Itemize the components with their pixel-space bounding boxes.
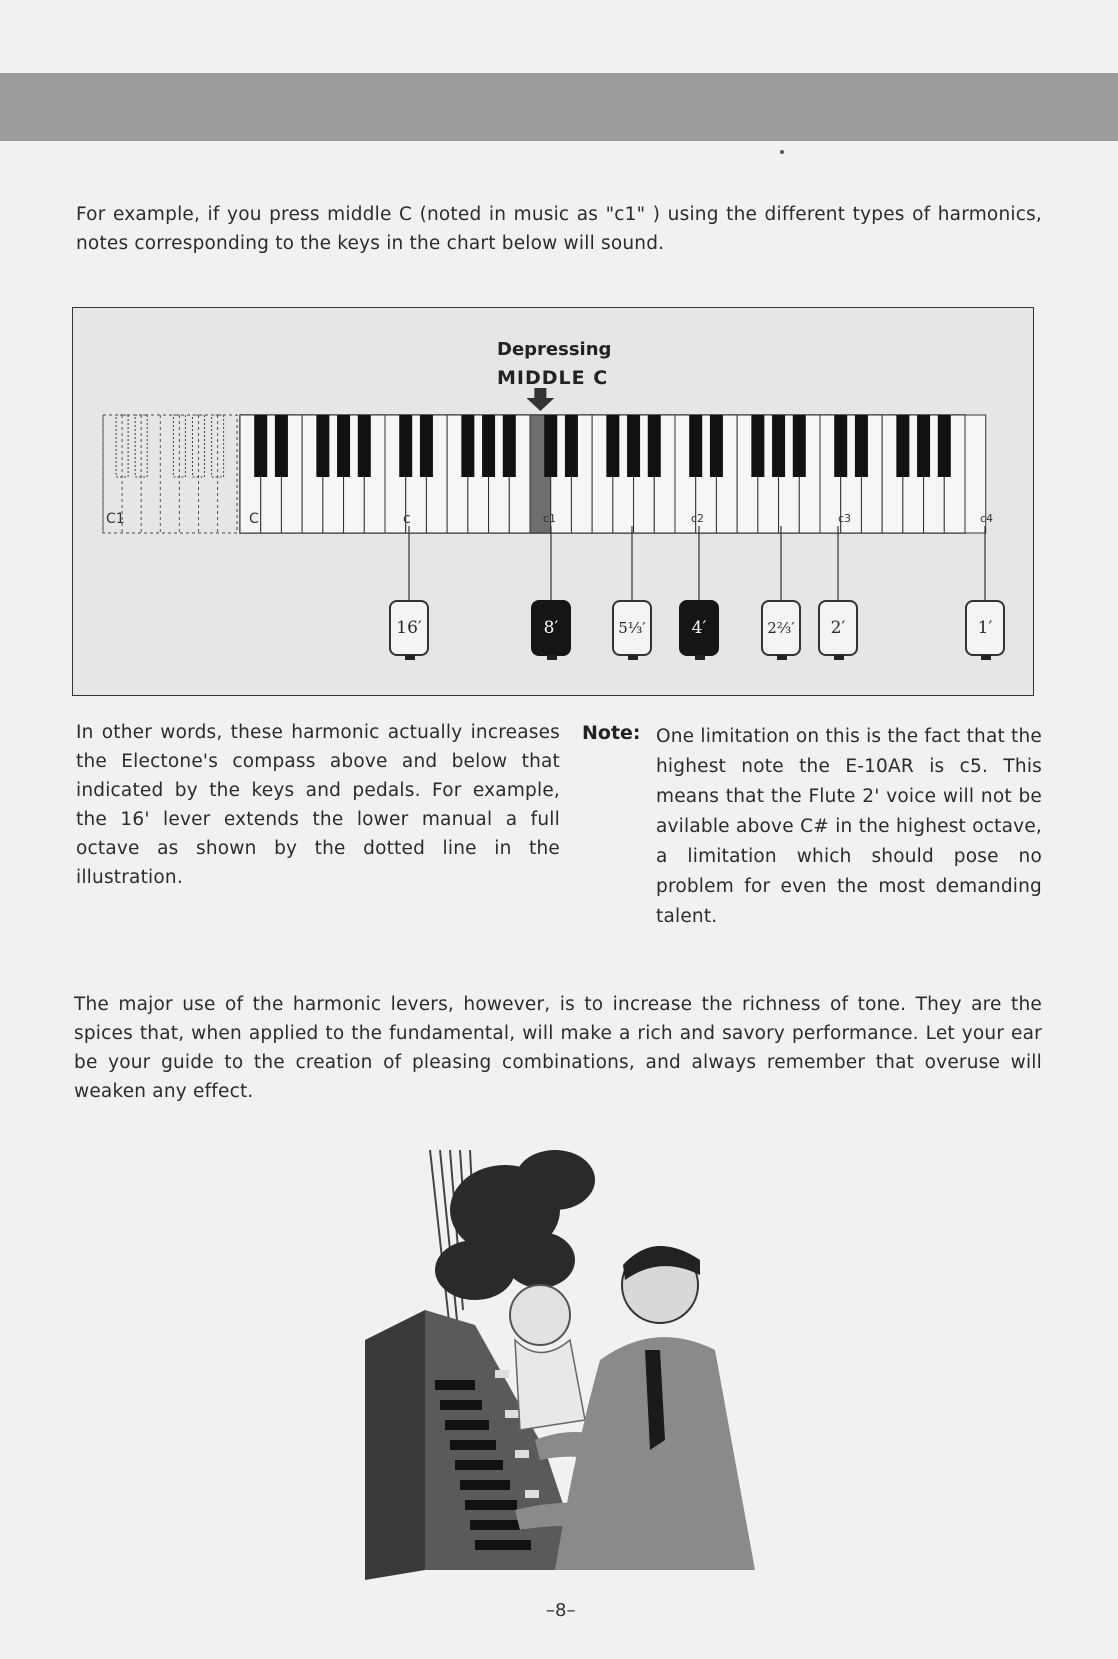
- black-key: [772, 415, 785, 477]
- key-label-c: c: [403, 511, 411, 527]
- chart-title-line2: MIDDLE C: [497, 367, 609, 389]
- black-key: [254, 415, 267, 477]
- tab-2ft: 2′: [818, 600, 858, 656]
- black-key: [275, 415, 288, 477]
- black-key: [917, 415, 930, 477]
- black-key: [606, 415, 619, 477]
- note-paragraph: One limitation on this is the fact that the highest note the E-10AR is c5. This means that the Flute 2' voice will not be avilable above C# in the highest octave, a limitation which should pose no problem for even the most demanding talent.: [656, 726, 1042, 927]
- black-key: [896, 415, 909, 477]
- harmonics-keyboard-chart: [72, 307, 1034, 696]
- black-key: [938, 415, 951, 477]
- illustration-graphic: [355, 1150, 800, 1585]
- key-label-c4: c4: [980, 512, 994, 525]
- key-label-c1: c1: [543, 512, 557, 525]
- black-key: [834, 415, 847, 477]
- intro-paragraph: For example, if you press middle C (noted in music as "c1" ) using the different types of harmonics, notes corresponding to the keys in the chart below will sound.: [76, 204, 1042, 254]
- left-paragraph: In other words, these harmonic actually increases the Electone's compass above and below that indicated by the keys and pedals. For example, the 16' lever extends the lower manual a full octave as shown by the dotted line in the illustration.: [76, 722, 560, 888]
- bottom-paragraph: The major use of the harmonic levers, however, is to increase the richness of tone. They are the spices that, when applied to the fundamental, will make a rich and savory performance. Let your ear be your guide to the creation of pleasing combinations, and always remember that overuse will weaken any effect.: [74, 994, 1042, 1102]
- black-key: [503, 415, 516, 477]
- black-key: [420, 415, 433, 477]
- header-band: [0, 73, 1118, 141]
- black-key: [316, 415, 329, 477]
- black-key: [337, 415, 350, 477]
- page-number: –8–: [546, 1600, 576, 1621]
- key-label-c2: c2: [691, 512, 705, 525]
- key-label-C1: C1: [106, 511, 125, 527]
- black-key: [627, 415, 640, 477]
- key-label-C: C: [249, 511, 259, 527]
- tab-2-2-3ft: 2⅔′: [761, 600, 801, 656]
- tab-16ft: 16′: [389, 600, 429, 656]
- key-label-c3: c3: [838, 512, 852, 525]
- black-key: [399, 415, 412, 477]
- chart-title-line1: Depressing: [497, 339, 612, 360]
- tab-5-1-3ft: 5⅓′: [612, 600, 652, 656]
- black-key: [689, 415, 702, 477]
- organ-illustration: [355, 1150, 800, 1585]
- black-key: [710, 415, 723, 477]
- speck: [780, 150, 784, 154]
- black-key: [648, 415, 661, 477]
- black-key: [544, 415, 557, 477]
- black-key: [482, 415, 495, 477]
- black-key: [461, 415, 474, 477]
- down-arrow-icon: [526, 398, 554, 411]
- tab-1ft: 1′: [965, 600, 1005, 656]
- black-key: [358, 415, 371, 477]
- chart-title: [497, 336, 611, 392]
- black-key: [751, 415, 764, 477]
- black-key: [565, 415, 578, 477]
- note-label: Note:: [582, 722, 641, 744]
- black-key: [793, 415, 806, 477]
- black-key: [855, 415, 868, 477]
- tab-4ft: 4′: [679, 600, 719, 656]
- tab-8ft: 8′: [531, 600, 571, 656]
